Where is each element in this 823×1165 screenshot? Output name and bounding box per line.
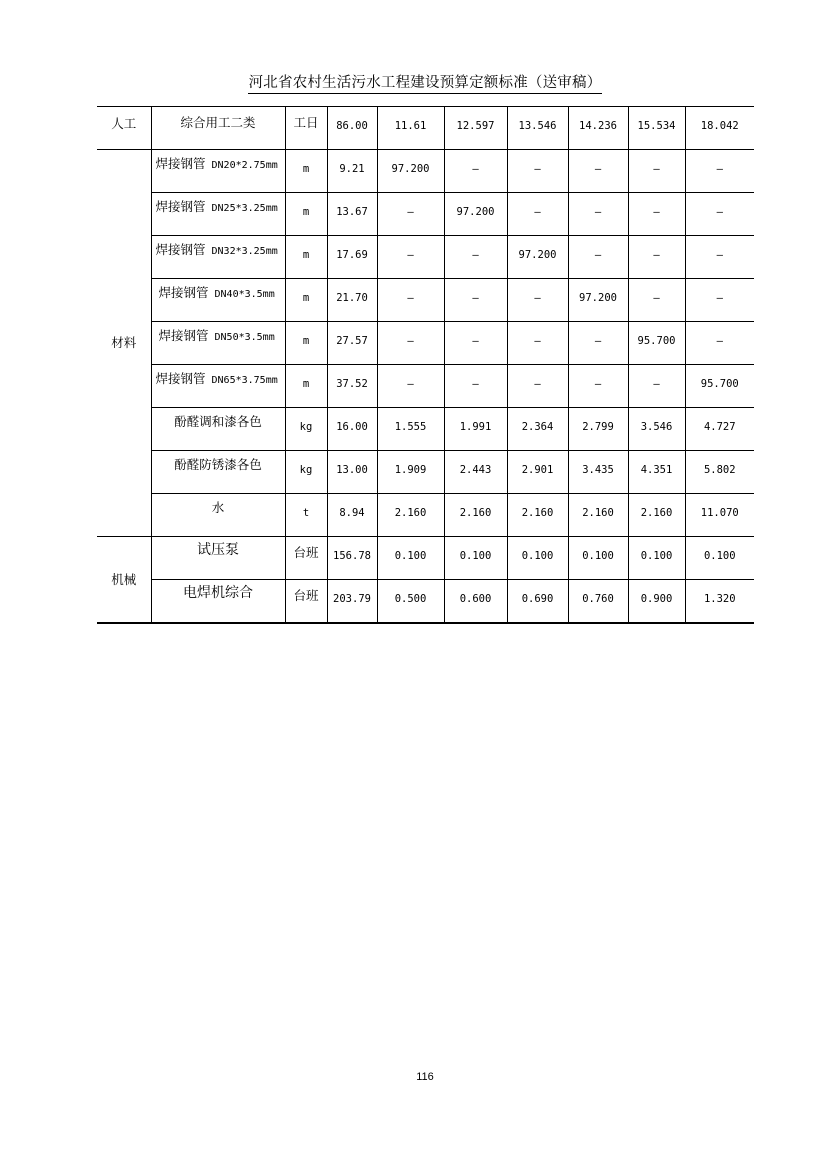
value-cell: – [628, 236, 685, 279]
value-cell: 97.200 [568, 279, 628, 322]
table-row [97, 107, 754, 150]
price-cell: 27.57 [327, 322, 377, 365]
price-cell: 203.79 [327, 580, 377, 624]
price-cell: 21.70 [327, 279, 377, 322]
page-title: 河北省农村生活污水工程建设预算定额标准（送审稿） [248, 73, 602, 94]
price-cell: 17.69 [327, 236, 377, 279]
value-cell: 97.200 [377, 150, 444, 193]
quota-table [97, 106, 754, 624]
value-cell: – [507, 322, 568, 365]
value-cell: – [444, 322, 507, 365]
value-cell: – [685, 236, 754, 279]
item-name-cell: 酚醛调和漆各色 [151, 408, 285, 451]
unit-cell: m [285, 322, 327, 365]
value-cell: – [377, 365, 444, 408]
value-cell: – [444, 150, 507, 193]
value-cell: – [628, 193, 685, 236]
unit-cell: t [285, 494, 327, 537]
value-cell: – [568, 236, 628, 279]
value-cell: 1.555 [377, 408, 444, 451]
item-name-cell: 焊接钢管 DN25*3.25mm [151, 193, 285, 236]
value-cell: 14.236 [568, 107, 628, 150]
value-cell: 0.100 [568, 537, 628, 580]
value-cell: – [507, 279, 568, 322]
value-cell: 1.909 [377, 451, 444, 494]
value-cell: 12.597 [444, 107, 507, 150]
value-cell: 0.100 [628, 537, 685, 580]
table-row [97, 150, 754, 193]
category-cell: 人工 [97, 107, 151, 150]
value-cell: – [377, 279, 444, 322]
value-cell: 0.100 [444, 537, 507, 580]
table-row [97, 236, 754, 279]
value-cell: – [568, 322, 628, 365]
table-row [97, 408, 754, 451]
value-cell: – [444, 365, 507, 408]
value-cell: 15.534 [628, 107, 685, 150]
value-cell: 2.160 [628, 494, 685, 537]
value-cell: – [685, 193, 754, 236]
unit-cell: kg [285, 451, 327, 494]
unit-cell: m [285, 150, 327, 193]
value-cell: – [507, 193, 568, 236]
value-cell: – [685, 279, 754, 322]
item-name-cell: 焊接钢管 DN32*3.25mm [151, 236, 285, 279]
value-cell: – [685, 322, 754, 365]
value-cell: 95.700 [685, 365, 754, 408]
value-cell: 0.900 [628, 580, 685, 624]
value-cell: 0.690 [507, 580, 568, 624]
value-cell: 2.160 [377, 494, 444, 537]
value-cell: 2.160 [507, 494, 568, 537]
value-cell: 2.364 [507, 408, 568, 451]
price-cell: 13.00 [327, 451, 377, 494]
unit-cell: 台班 [285, 537, 327, 580]
value-cell: – [377, 193, 444, 236]
item-name-cell: 水 [151, 494, 285, 537]
table-row [97, 365, 754, 408]
value-cell: – [377, 322, 444, 365]
value-cell: – [444, 236, 507, 279]
value-cell: 2.443 [444, 451, 507, 494]
value-cell: 4.351 [628, 451, 685, 494]
category-cell: 材料 [97, 150, 151, 537]
value-cell: 11.070 [685, 494, 754, 537]
unit-cell: 台班 [285, 580, 327, 624]
item-name-cell: 综合用工二类 [151, 107, 285, 150]
table-row [97, 322, 754, 365]
value-cell: – [377, 236, 444, 279]
value-cell: – [568, 193, 628, 236]
value-cell: – [628, 365, 685, 408]
price-cell: 13.67 [327, 193, 377, 236]
item-name-cell: 焊接钢管 DN20*2.75mm [151, 150, 285, 193]
value-cell: 2.799 [568, 408, 628, 451]
table-row [97, 279, 754, 322]
price-cell: 16.00 [327, 408, 377, 451]
value-cell: 11.61 [377, 107, 444, 150]
value-cell: – [685, 150, 754, 193]
unit-cell: m [285, 365, 327, 408]
value-cell: – [507, 150, 568, 193]
value-cell: 0.100 [507, 537, 568, 580]
value-cell: 18.042 [685, 107, 754, 150]
value-cell: 4.727 [685, 408, 754, 451]
unit-cell: m [285, 236, 327, 279]
item-name-cell: 电焊机综合 [151, 580, 285, 624]
value-cell: 3.546 [628, 408, 685, 451]
value-cell: – [568, 365, 628, 408]
item-name-cell: 试压泵 [151, 537, 285, 580]
table-row [97, 193, 754, 236]
price-cell: 156.78 [327, 537, 377, 580]
price-cell: 9.21 [327, 150, 377, 193]
value-cell: 1.320 [685, 580, 754, 624]
unit-cell: 工日 [285, 107, 327, 150]
value-cell: 97.200 [507, 236, 568, 279]
unit-cell: kg [285, 408, 327, 451]
value-cell: 2.160 [568, 494, 628, 537]
page-number: 116 [416, 1071, 434, 1083]
item-name-cell: 焊接钢管 DN65*3.75mm [151, 365, 285, 408]
value-cell: 1.991 [444, 408, 507, 451]
value-cell: 0.760 [568, 580, 628, 624]
table-row [97, 451, 754, 494]
price-cell: 37.52 [327, 365, 377, 408]
value-cell: 2.160 [444, 494, 507, 537]
value-cell: 0.600 [444, 580, 507, 624]
value-cell: – [444, 279, 507, 322]
value-cell: 0.100 [685, 537, 754, 580]
item-name-cell: 酚醛防锈漆各色 [151, 451, 285, 494]
value-cell: – [628, 279, 685, 322]
value-cell: 2.901 [507, 451, 568, 494]
unit-cell: m [285, 279, 327, 322]
value-cell: 97.200 [444, 193, 507, 236]
value-cell: 0.500 [377, 580, 444, 624]
table-row [97, 537, 754, 580]
price-cell: 86.00 [327, 107, 377, 150]
value-cell: – [507, 365, 568, 408]
item-name-cell: 焊接钢管 DN50*3.5mm [151, 322, 285, 365]
value-cell: 13.546 [507, 107, 568, 150]
value-cell: 95.700 [628, 322, 685, 365]
item-name-cell: 焊接钢管 DN40*3.5mm [151, 279, 285, 322]
table-row [97, 494, 754, 537]
category-cell: 机械 [97, 537, 151, 624]
value-cell: 5.802 [685, 451, 754, 494]
price-cell: 8.94 [327, 494, 377, 537]
value-cell: 0.100 [377, 537, 444, 580]
unit-cell: m [285, 193, 327, 236]
table-row [97, 580, 754, 624]
value-cell: 3.435 [568, 451, 628, 494]
value-cell: – [568, 150, 628, 193]
value-cell: – [628, 150, 685, 193]
